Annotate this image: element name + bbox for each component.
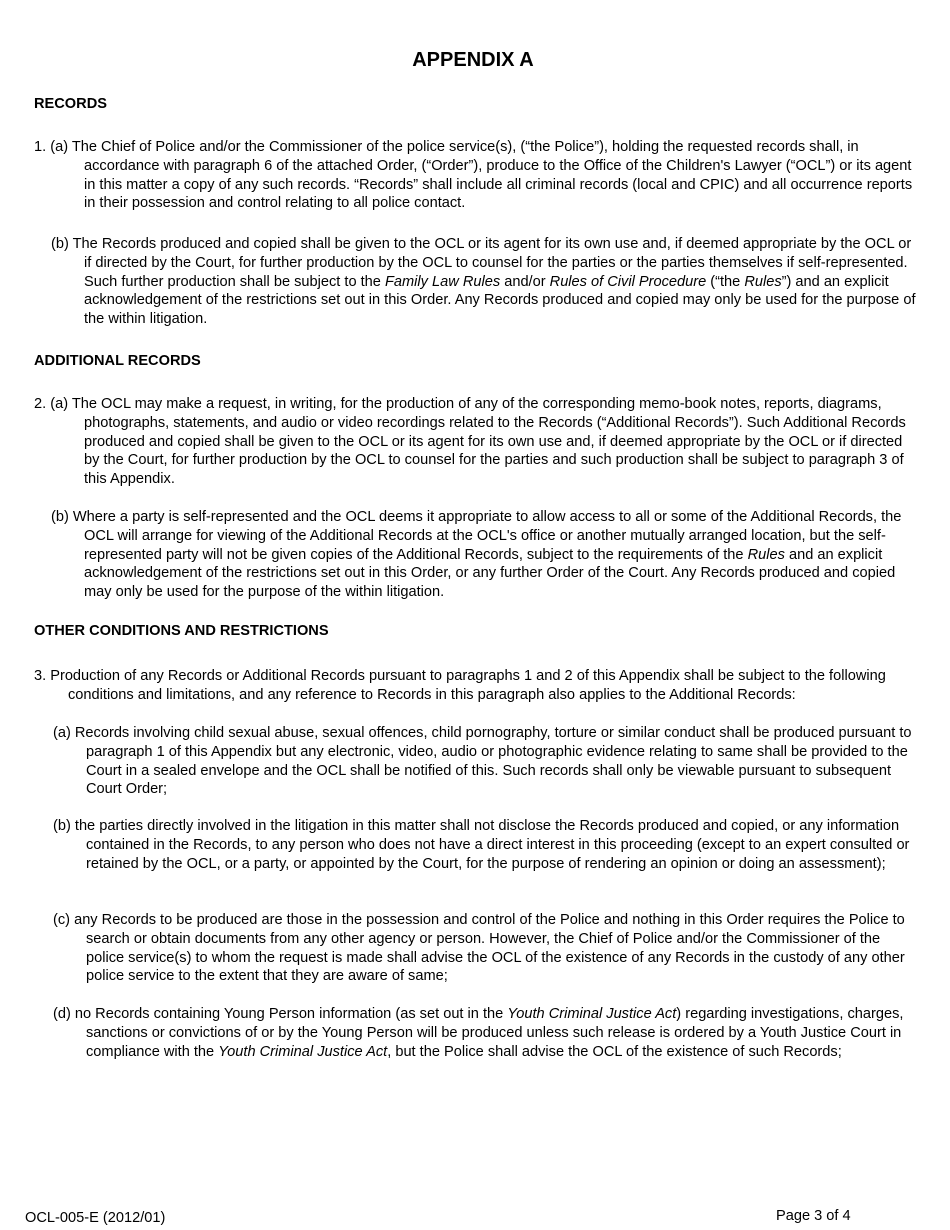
paragraph-2a: 2. (a) The OCL may make a request, in writing, for the production of any of the corresponding memo-book notes, reports, diagrams, photographs, statements, and audio or video recordings related to the Records (“Additional Records”). Such Additional Records produced and copied shall be given to the OCL or its agent for its own use and, if deemed appropriate by the OCL or if directed by the Court, for further production by the OCL to counsel for the parties and such production shall be subject to paragraph 3 of this Appendix. <box>34 396 906 488</box>
paragraph-3c: (c) any Records to be produced are those in the possession and control of the Police and nothing in this Order requires the Police to search or obtain documents from any other agency or person. However, the Chief of Police and/or the Commissioner of the police service(s) to whom the request is made shall advise the OCL of the existence of any Records in the custody of any other police service to the extent that they are aware of same; <box>53 912 905 985</box>
records-heading: RECORDS <box>34 96 107 112</box>
other-conditions-heading: OTHER CONDITIONS AND RESTRICTIONS <box>34 623 329 639</box>
form-id: OCL-005-E (2012/01) <box>25 1210 166 1226</box>
page-number: Page 3 of 4 <box>776 1208 851 1224</box>
paragraph-2b: (b) Where a party is self-represented and the OCL deems it appropriate to allow access to all or some of the Additional Records, the OCL will arrange for viewing of the Additional Records at the OCL's office or another mutually arranged location, but the self-represented party will not be given copies of the Additional Records, subject to the requirements of the Rules and an explicit acknowledgement of the restrictions set out in this Order, or any further Order of the Court. Any Records produced and copied may only be used for the purpose of the within litigation. <box>51 509 902 601</box>
paragraph-3a: (a) Records involving child sexual abuse, sexual offences, child pornography, torture or similar conduct shall be produced pursuant to paragraph 1 of this Appendix but any electronic, video, audio or photographic evidence relating to same shall be provided to the Court in a sealed envelope and the OCL shall be notified of this. Such records shall only be viewable pursuant to subsequent Court Order; <box>53 725 912 798</box>
paragraph-3b: (b) the parties directly involved in the litigation in this matter shall not disclose the Records produced and copied, or any information contained in the Records, to any person who does not have a direct interest in this proceeding (except to an expert consulted or retained by the OCL, or a party, or appointed by the Court, for the purpose of rendering an opinion or doing an assessment); <box>53 818 910 872</box>
additional-records-heading: ADDITIONAL RECORDS <box>34 353 201 369</box>
page-title: APPENDIX A <box>412 49 534 71</box>
paragraph-3d: (d) no Records containing Young Person information (as set out in the Youth Criminal Justice Act) regarding investigations, charges, sanctions or convictions of or by the Young Person will be produced unless such release is ordered by a Youth Justice Court in compliance with the Youth Criminal Justice Act, but the Police shall advise the OCL of the existence of such Records; <box>53 1006 904 1060</box>
paragraph-1a: 1. (a) The Chief of Police and/or the Commissioner of the police service(s), (“the Police”), holding the requested records shall, in accordance with paragraph 6 of the attached Order, (“Order”), produce to the Office of the Children's Lawyer (“OCL”) or its agent in this matter a copy of any such records. “Records” shall include all criminal records (local and CPIC) and all occurrence reports in their possession and control relating to all police contact. <box>34 139 913 212</box>
paragraph-1b: (b) The Records produced and copied shall be given to the OCL or its agent for its own use and, if deemed appropriate by the OCL or if directed by the Court, for further production by the OCL to counsel for the parties or the parties themselves if self-represented. Such further production shall be subject to the Family Law Rules and/or Rules of Civil Procedure (“the Rules”) and an explicit acknowledgement of the restrictions set out in this Order. Any Records produced and copied may only be used for the purpose of the within litigation. <box>51 236 916 328</box>
paragraph-3: 3. Production of any Records or Additional Records pursuant to paragraphs 1 and 2 of this Appendix shall be subject to the following conditions and limitations, and any reference to Records in this paragraph also applies to the Additional Records: <box>34 668 886 703</box>
